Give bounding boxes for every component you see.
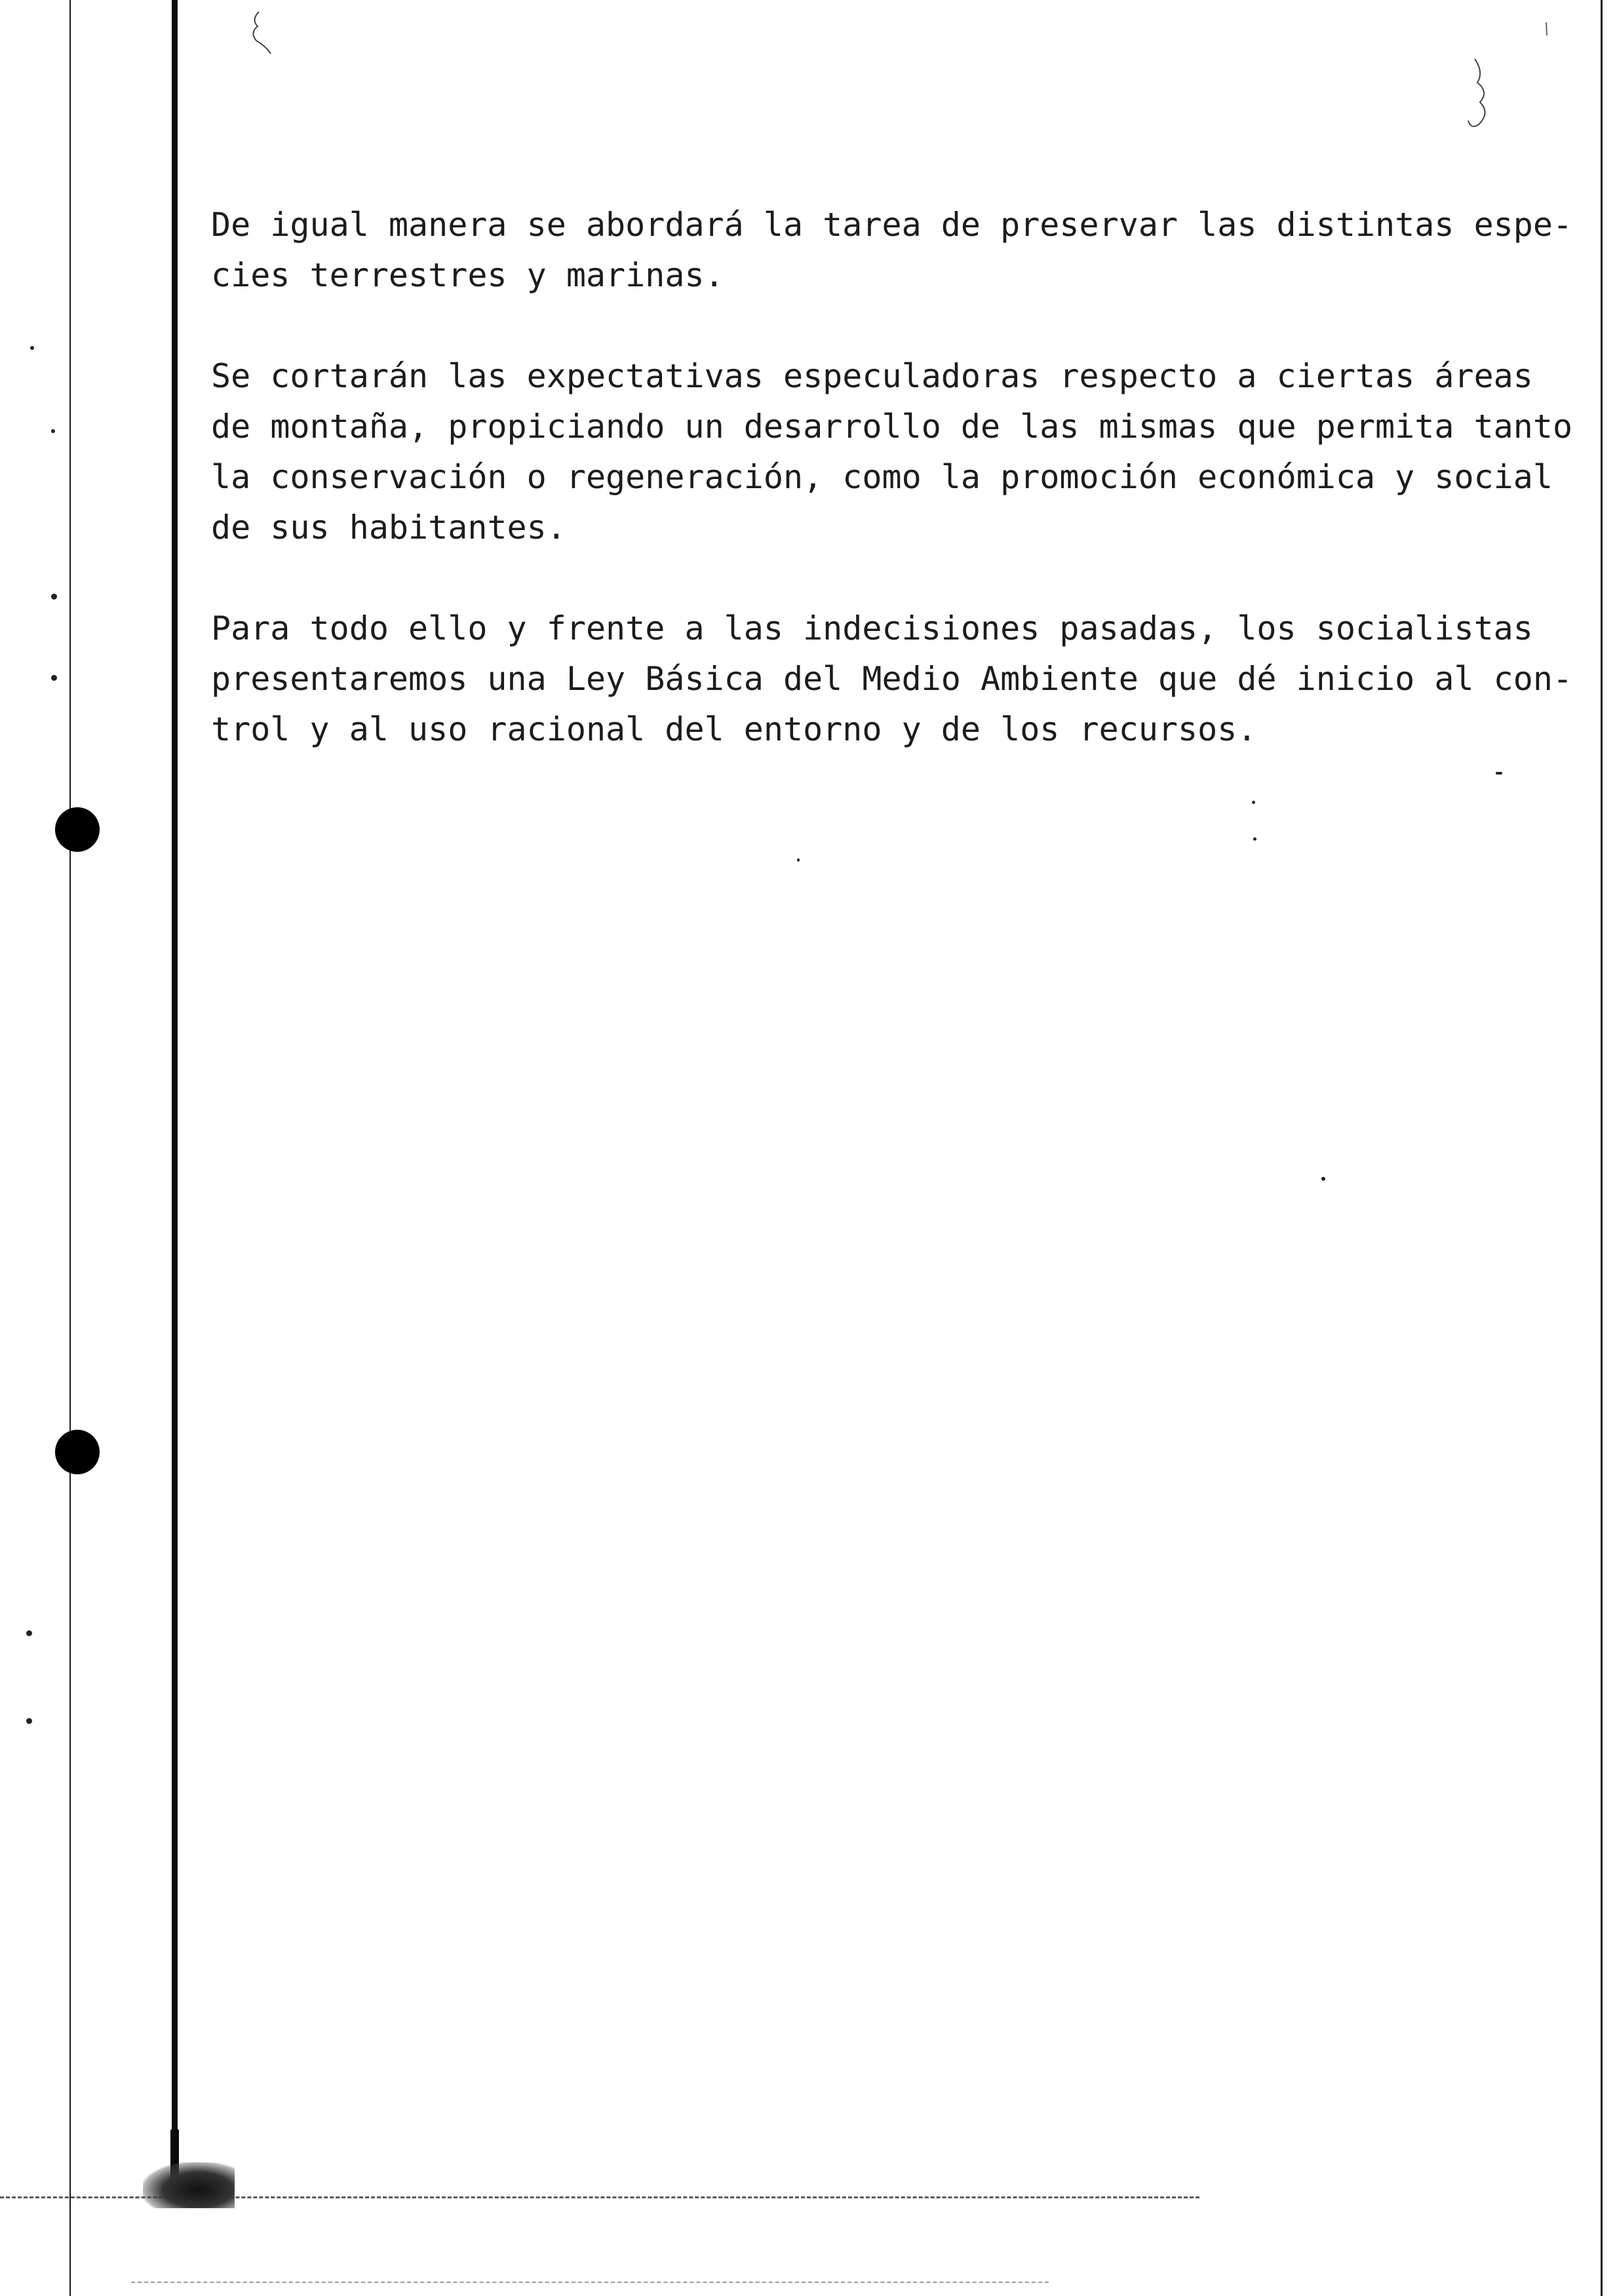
text-line: presentaremos una Ley Básica del Medio Ambiente que dé inicio al con- bbox=[211, 660, 1573, 698]
text-line: Para todo ello y frente a las indecisiones pasadas, los socialistas bbox=[211, 609, 1533, 647]
text-line: Se cortarán las expectativas especuladoras respecto a ciertas áreas bbox=[211, 357, 1533, 395]
pencil-mark bbox=[1544, 20, 1550, 39]
speck bbox=[1321, 1177, 1325, 1181]
speck bbox=[51, 675, 57, 681]
bottom-dashed-rule-faint bbox=[131, 2282, 1049, 2283]
punch-hole bbox=[55, 807, 100, 852]
paragraph bbox=[211, 603, 1610, 755]
binding-margin-line bbox=[172, 0, 178, 2175]
paragraph bbox=[211, 351, 1610, 553]
speck bbox=[26, 1630, 32, 1636]
punch-hole bbox=[55, 1430, 100, 1474]
speck bbox=[30, 346, 34, 350]
body-text bbox=[211, 200, 1610, 805]
speck bbox=[1253, 837, 1256, 841]
speck bbox=[51, 594, 57, 600]
paragraph bbox=[211, 200, 1610, 301]
pencil-mark bbox=[246, 7, 298, 59]
speck bbox=[51, 429, 55, 433]
ink-smudge bbox=[143, 2162, 235, 2208]
speck bbox=[797, 858, 800, 862]
text-line: cies terrestres y marinas. bbox=[211, 256, 724, 294]
text-line: la conservación o regeneración, como la promoción económica y social bbox=[211, 458, 1553, 496]
text-line: de sus habitantes. bbox=[211, 508, 566, 546]
left-margin-line bbox=[69, 0, 71, 2296]
speck bbox=[26, 1718, 32, 1724]
text-line: trol y al uso racional del entorno y de los recursos. bbox=[211, 710, 1257, 748]
text-line: de montaña, propiciando un desarrollo de las mismas que permita tanto bbox=[211, 408, 1573, 446]
text-line: De igual manera se abordará la tarea de preservar las distintas espe- bbox=[211, 206, 1573, 244]
pencil-mark bbox=[1455, 52, 1508, 138]
